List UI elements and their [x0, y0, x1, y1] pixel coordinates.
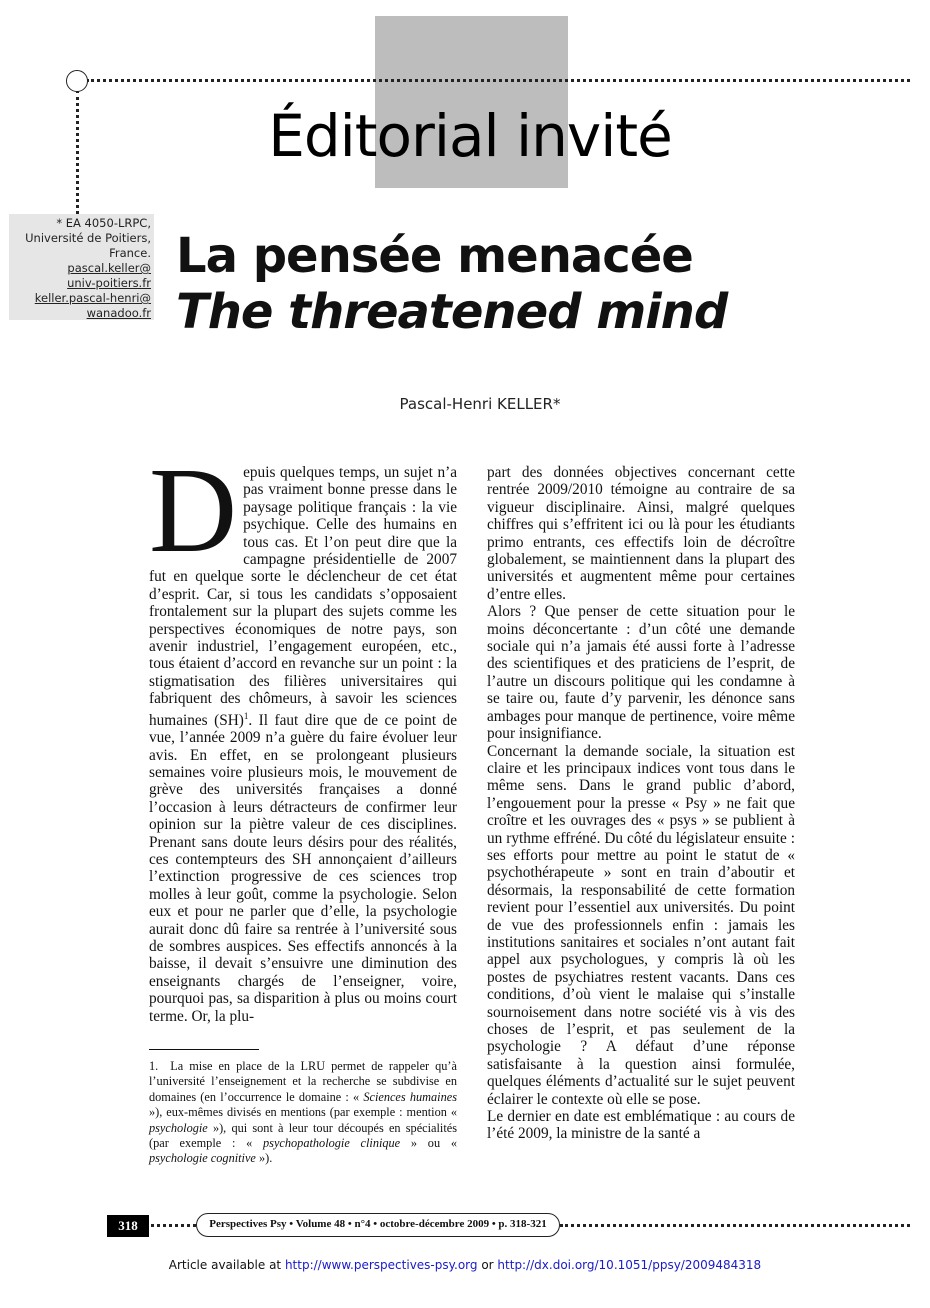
footnote-number: 1. — [149, 1059, 159, 1073]
footnote-italic: psychologie — [149, 1120, 208, 1135]
article-availability-text: or — [477, 1258, 498, 1272]
journal-url-link[interactable]: http://www.perspectives-psy.org — [284, 1258, 478, 1272]
footnote-italic: psychologie cognitive — [149, 1151, 256, 1166]
footnote-separator — [149, 1049, 259, 1050]
article-availability — [0, 1258, 930, 1272]
email-link[interactable]: wanadoo.fr — [86, 306, 151, 320]
footnote-text: »). — [255, 1151, 273, 1166]
footnote-italic: Sciences humaines — [363, 1089, 457, 1104]
doi-link[interactable]: http://dx.doi.org/10.1051/ppsy/2009484318 — [497, 1258, 762, 1272]
paragraph-text: . Il faut dire que de ce point de vue, l’année 2009 n’a guère du faire évoluer leur avis. En effet, en se prolongeant plusieurs semaines voire plusieurs mois, le mouvement de grève des universités françaises a donné l’occasion à leurs détracteurs de confirmer leur opinion sur la piètre valeur de ces disciplines. Prenant sans doute leurs désirs pour des réalités, ces contempteurs des SH annonçaient d’ailleurs l’extinction progressive de ces sciences trop molles à leur goût, comme la psychologie. Selon eux et pour ne parler que d’elle, la psychologie aurait donc dû faire sa rentrée à l’université sous de sombres auspices. Ses effectifs annoncés à la baisse, il devait s’ensuivre une diminution des enseignants chargés de l’enseigner, voire, pourquoi pas, sa disparition à plus ou moins court terme. Or, la plu- — [149, 711, 457, 1025]
affiliation-line: France. — [109, 246, 151, 260]
email-link[interactable]: keller.pascal-henri@ — [34, 291, 151, 305]
footnote-text: » ou « — [400, 1136, 457, 1151]
body-column-left — [149, 443, 457, 1025]
paragraph: Concernant la demande sociale, la situation est claire et les principaux indices vont tous dans le même sens. Dans le grand public d’abord, l’engouement pour la presse « Psy » ne fait que croître et les ouvrages des « psys » se publient à un rythme effréné. Du côté du législateur ensuite : ses efforts pour mettre au point le statut de « psychothérapeute » sont en train d’aboutir et désormais, la responsabilité de cette formation revient pour l’essentiel aux universités. Du point de vue des professionnels enfin : jamais les institutions sanitaires et sociales n’ont autant fait appel aux psychologues, y compris là où les postes de psychiatres restent vacants. Dans ces conditions, d’où vient le malaise qui s’installe sournoisement dans notre société vis à vis des choses de l’esprit, et pas seulement de la psychologie ? A défaut d’une réponse satisfaisante à la question ainsi formulée, quelques éléments d’actualité sur le sujet peuvent éclairer le contexte où elle se pose. — [487, 742, 795, 1108]
affiliation-line: * EA 4050-LRPC, — [56, 216, 151, 230]
header-dotted-rule — [86, 79, 910, 82]
drop-cap: D — [149, 443, 238, 578]
section-title: Éditorial invité — [268, 102, 672, 170]
author-affiliation — [9, 214, 154, 320]
header-circle-ornament — [66, 70, 88, 92]
footnote-text: La mise en place de la LRU permet de rappeler qu’à l’université l’enseignement et la recherche se subdivise en domaines (en l’occurrence le domaine : « — [149, 1059, 457, 1104]
page-number: 318 — [107, 1215, 149, 1237]
email-link[interactable]: univ-poitiers.fr — [67, 276, 151, 290]
footer-dotted-rule-left — [151, 1224, 196, 1227]
footnote-italic: psychopathologie clinique — [263, 1136, 401, 1151]
footnote-text: »), qui sont à leur tour découpés en spécialités (par exemple : « — [149, 1120, 457, 1151]
article-author: Pascal-Henri KELLER* — [399, 395, 561, 413]
footer-dotted-rule-right — [560, 1224, 910, 1227]
affiliation-line: Université de Poitiers, — [25, 231, 151, 245]
header-dotted-vertical — [76, 90, 79, 214]
paragraph: Le dernier en date est emblématique : au cours de l’été 2009, la ministre de la santé a — [487, 1108, 795, 1143]
article-title-english: The threatened mind — [176, 284, 728, 340]
email-link[interactable]: pascal.keller@ — [67, 261, 151, 275]
journal-citation: Perspectives Psy • Volume 48 • n°4 • octobre-décembre 2009 • p. 318-321 — [196, 1213, 560, 1237]
paragraph-text: epuis quelques temps, un sujet n’a pas vraiment bonne presse dans le paysage politique français : la vie psychique. Celle des humains en tous cas. Et l’on peut dire que la campagne présidentielle de 2007 fut en quelque sorte le déclencheur de cet état d’esprit. Car, si tous les candidats s’opposaient frontalement sur la plupart des sujets comme les perspectives économiques de notre pays, son avenir industriel, l’engagement européen, etc., tous étaient d’accord en revanche sur un point : la stigmatisation des filières universitaires qui fabriquent des chômeurs, à savoir les sciences humaines (SH) — [149, 464, 457, 729]
paragraph — [149, 443, 457, 1025]
body-column-right — [487, 464, 795, 1143]
paragraph: part des données objectives concernant cette rentrée 2009/2010 témoigne au contraire de sa vigueur disciplinaire. Ainsi, malgré quelques chiffres qui s’effritent ici ou là pour les étudiants primo entrants, ces effectifs loin de décroître globalement, se maintiennent dans la plupart des universités et augmentent même pour certaines d’entre elles. — [487, 464, 795, 603]
paragraph: Alors ? Que penser de cette situation pour le moins déconcertante : d’un côté une demande sociale qui n’a jamais été aussi forte à l’adresse des scientifiques et des praticiens de l’esprit, de l’autre un discours politique qui les condamne à se taire ou, faute d’y parvenir, les dénonce sans ambages pour manque de pertinence, voire même pour insignifiance. — [487, 603, 795, 743]
footnote-marker[interactable]: 1 — [243, 710, 249, 721]
article-availability-text: Article available at — [168, 1258, 285, 1272]
footnote — [149, 1059, 457, 1167]
footnote-text: »), eux-mêmes divisés en mentions (par exemple : mention « — [149, 1105, 457, 1120]
article-title-french: La pensée menacée — [176, 228, 693, 284]
